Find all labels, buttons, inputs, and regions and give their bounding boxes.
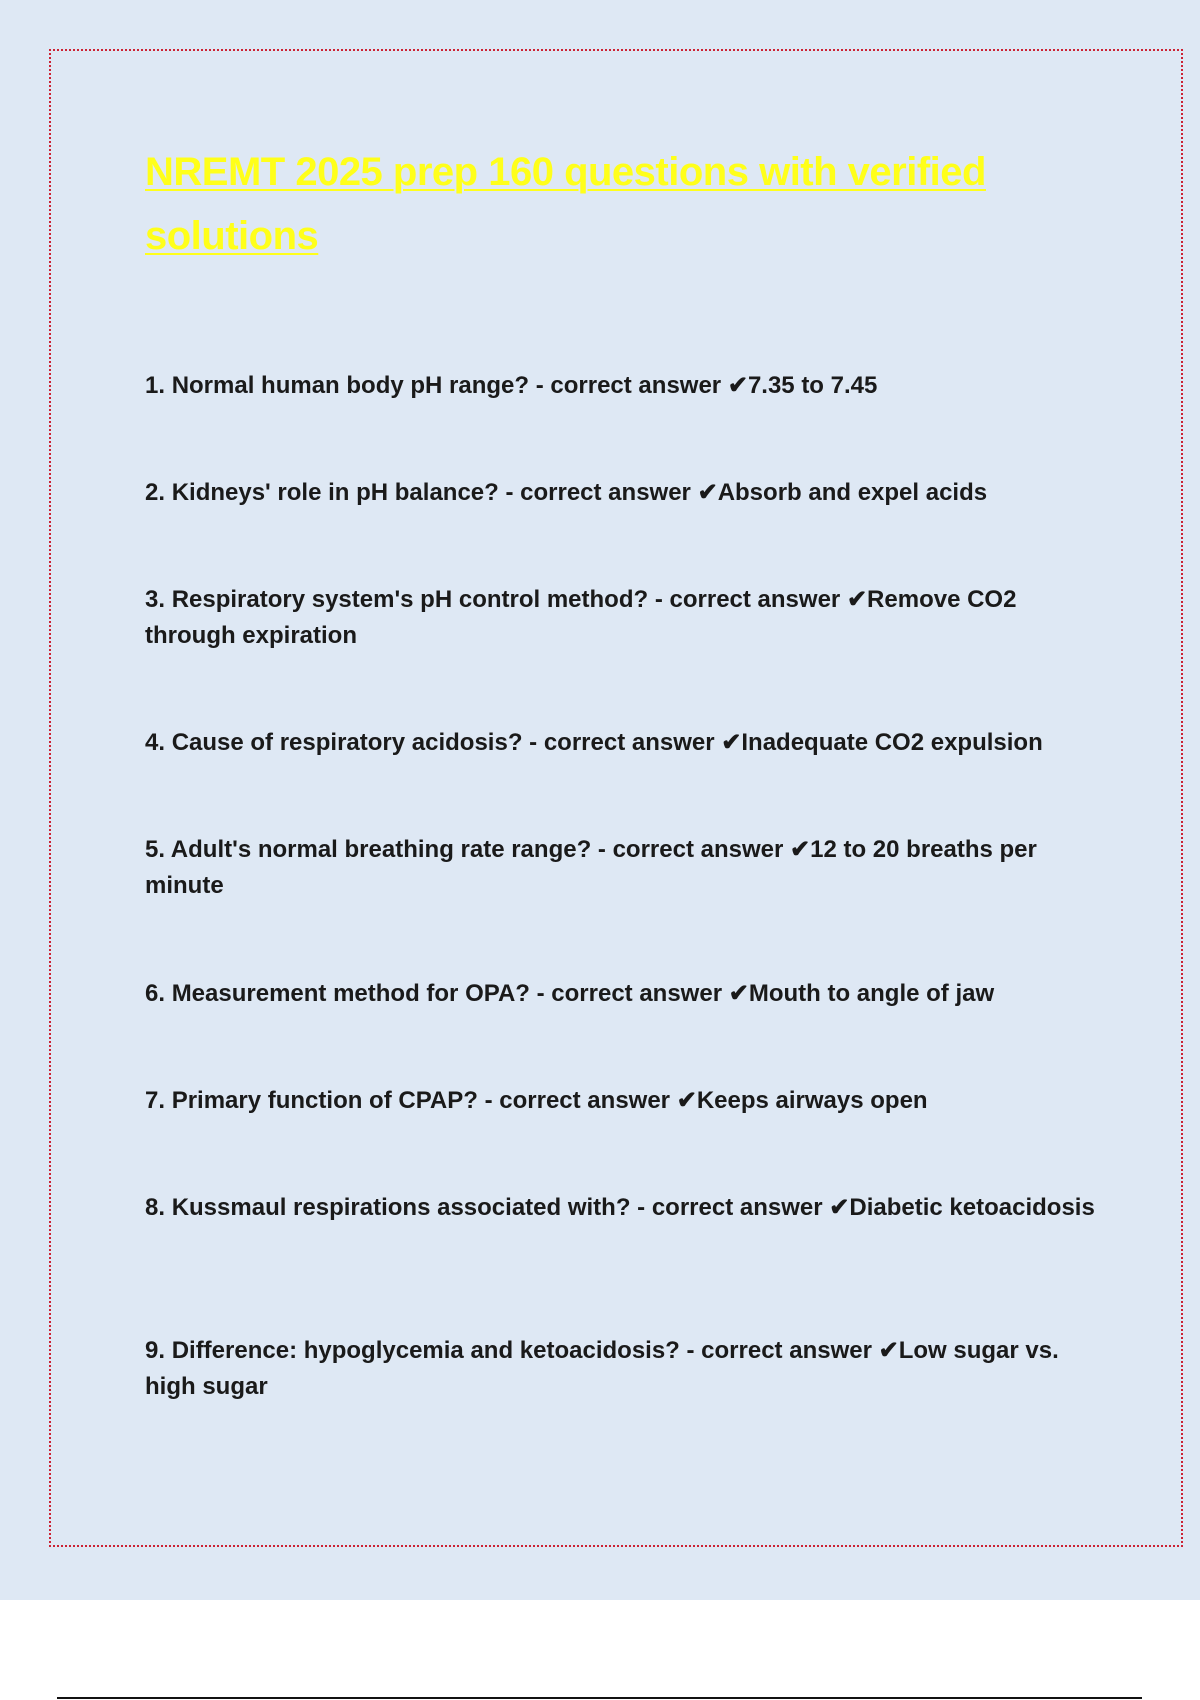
answer-text: Inadequate CO2 expulsion	[741, 729, 1043, 756]
question-item-5	[145, 832, 1095, 904]
question-text: Adult's normal breathing rate range?	[170, 836, 592, 863]
question-item-4	[145, 725, 1095, 761]
check-mark-icon: ✔	[829, 1194, 850, 1221]
answer-separator: -	[498, 479, 521, 506]
question-text: Cause of respiratory acidosis?	[171, 729, 523, 756]
check-mark-icon: ✔	[728, 980, 749, 1007]
question-item-6	[145, 976, 1095, 1012]
question-text: Respiratory system's pH control method?	[171, 586, 649, 613]
answer-label: correct answer	[669, 586, 841, 613]
answer-text: Diabetic ketoacidosis	[849, 1194, 1095, 1221]
answer-separator: -	[630, 1194, 652, 1221]
answer-label: correct answer	[612, 836, 784, 863]
document-title: NREMT 2025 prep 160 questions with verified solutions	[145, 150, 986, 258]
answer-separator: -	[679, 1337, 702, 1364]
answer-text: 12 to 20 breaths per minute	[145, 836, 1037, 899]
question-number: 2.	[145, 479, 166, 506]
question-number: 3.	[145, 586, 166, 613]
question-number: 5.	[145, 836, 166, 863]
question-item-9	[145, 1333, 1095, 1405]
dotted-page-border	[49, 49, 1183, 1547]
answer-separator: -	[477, 1087, 500, 1114]
answer-separator: -	[529, 372, 551, 399]
answer-label: correct answer	[550, 372, 722, 399]
question-number: 4.	[145, 729, 166, 756]
answer-separator: -	[522, 729, 544, 756]
answer-text: Mouth to angle of jaw	[748, 980, 995, 1007]
question-number: 7.	[145, 1087, 166, 1114]
question-text: Normal human body pH range?	[171, 372, 530, 399]
answer-text: Remove CO2 through expiration	[145, 586, 1017, 649]
question-item-1	[145, 368, 1095, 404]
question-text: Difference: hypoglycemia and ketoacidosis?	[171, 1337, 680, 1364]
question-item-2	[145, 475, 1095, 511]
answer-text: Low sugar vs. high sugar	[145, 1337, 1059, 1400]
check-mark-icon: ✔	[727, 372, 748, 399]
answer-text: 7.35 to 7.45	[747, 372, 878, 399]
question-number: 6.	[145, 980, 166, 1007]
answer-label: correct answer	[543, 729, 715, 756]
answer-text: Absorb and expel acids	[717, 479, 988, 506]
question-text: Kidneys' role in pH balance?	[171, 479, 499, 506]
question-number: 8.	[145, 1194, 166, 1221]
check-mark-icon: ✔	[676, 1087, 697, 1114]
question-text: Kussmaul respirations associated with?	[171, 1194, 631, 1221]
check-mark-icon: ✔	[878, 1337, 899, 1364]
check-mark-icon: ✔	[721, 729, 742, 756]
check-mark-icon: ✔	[846, 586, 868, 613]
answer-label: correct answer	[520, 479, 691, 506]
question-text: Measurement method for OPA?	[171, 980, 530, 1007]
question-number: 1.	[145, 372, 166, 399]
question-item-3	[145, 582, 1095, 654]
answer-label: correct answer	[651, 1194, 823, 1221]
check-mark-icon: ✔	[697, 479, 718, 506]
answer-separator: -	[591, 836, 613, 863]
answer-label: correct answer	[551, 980, 723, 1007]
answer-separator: -	[648, 586, 670, 613]
question-item-8	[145, 1190, 1095, 1226]
question-item-7	[145, 1083, 1095, 1119]
answer-label: correct answer	[499, 1087, 671, 1114]
question-number: 9.	[145, 1337, 166, 1364]
answer-text: Keeps airways open	[696, 1087, 928, 1114]
check-mark-icon: ✔	[790, 836, 811, 863]
answer-separator: -	[529, 980, 552, 1007]
question-text: Primary function of CPAP?	[171, 1087, 478, 1114]
answer-label: correct answer	[701, 1337, 872, 1364]
footer-divider	[57, 1697, 1142, 1699]
